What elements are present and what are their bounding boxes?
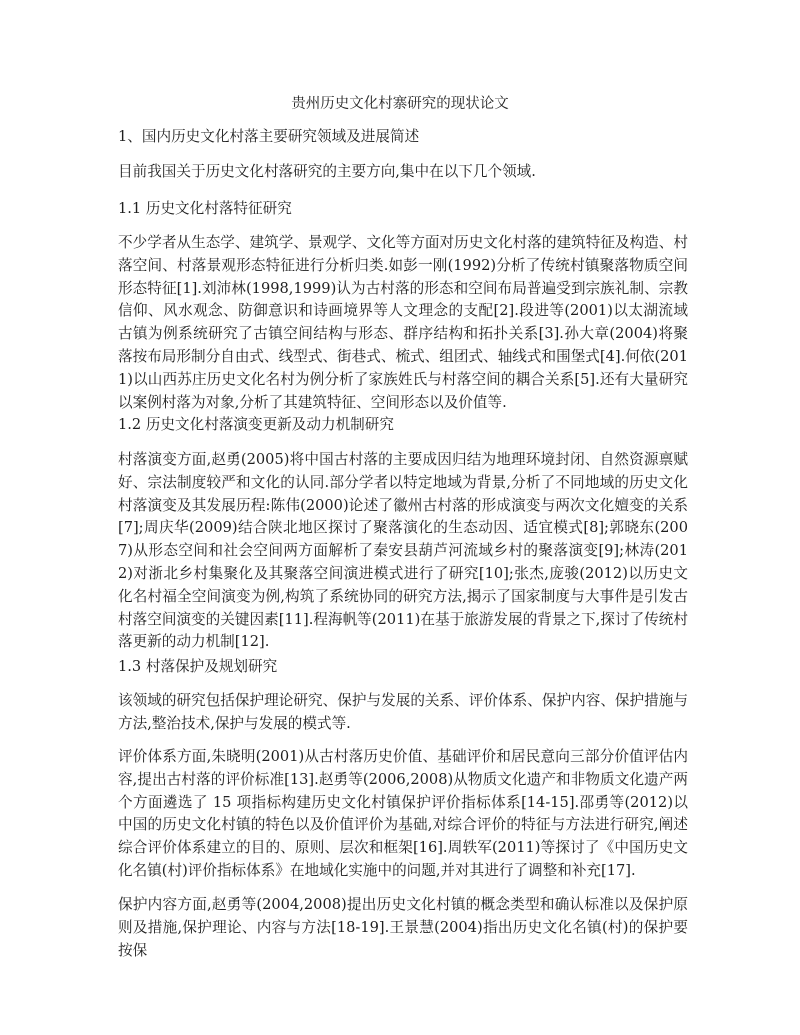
section-1-3-paragraph-3: 保护内容方面,赵勇等(2004,2008)提出历史文化村镇的概念类型和确认标准以及保护原则及措施,保护理论、内容与方法[18-19].王景慧(2004)指出历史文化名镇(村)的保护要按保 xyxy=(118,896,688,959)
section-1-1-heading: 1.1 历史文化村落特征研究 xyxy=(118,200,292,217)
section-1-2-heading: 1.2 历史文化村落演变更新及动力机制研究 xyxy=(118,416,394,433)
document-title: 贵州历史文化村寨研究的现状论文 xyxy=(291,96,509,112)
section-1-3-paragraph-2: 评价体系方面,朱晓明(2001)从古村落历史价值、基础评价和居民意向三部分价值评估内容,提出古村落的评价标准[13].赵勇等(2006,2008)从物质文化遗产和非物质文化遗产两个方面遴选了 15 项指标构建历史文化村镇保护评价指标体系[14-15].邵勇等(2012)以中国的历史文化村镇的特色以及价值评价为基础,对综合评价的特征与方法进行研究,阐述综合评价体系建立的目的、原则、层次和框架[16].周轶军(2011)等探讨了《中国历史文化名镇(村)评价指标体系》在地域化实施中的问题,并对其进行了调整和补充[17]. xyxy=(118,748,688,879)
section-1-2-paragraph: 村落演变方面,赵勇(2005)将中国古村落的主要成因归结为地理环境封闭、自然资源禀赋好、宗法制度较严和文化的认同.部分学者以特定地域为背景,分析了不同地域的历史文化村落演变及其发展历程:陈伟(2000)论述了徽州古村落的形成演变与两次文化嬗变的关系[7];周庆华(2009)结合陕北地区探讨了聚落演化的生态动因、适宜模式[8];郭晓东(2007)从形态空间和社会空间两方面解析了秦安县葫芦河流域乡村的聚落演变[9];林涛(2012)对浙北乡村集聚化及其聚落空间演进模式进行了研究[10];张杰,庞骏(2012)以历史文化名村福全空间演变为例,构筑了系统协同的研究方法,揭示了国家制度与大事件是引发古村落空间演变的关键因素[11].程海帆等(2011)在基于旅游发展的背景之下,探讨了传统村落更新的动力机制[12]. xyxy=(118,451,688,651)
section-1-3-paragraph-1: 该领域的研究包括保护理论研究、保护与发展的关系、评价体系、保护内容、保护措施与方法,整治技术,保护与发展的模式等. xyxy=(118,692,688,732)
section-1-heading: 1、国内历史文化村落主要研究领域及进展简述 xyxy=(118,128,420,145)
section-1-3-heading: 1.3 村落保护及规划研究 xyxy=(118,658,278,675)
section-1-intro: 目前我国关于历史文化村落研究的主要方向,集中在以下几个领域. xyxy=(118,163,536,180)
section-1-1-paragraph: 不少学者从生态学、建筑学、景观学、文化等方面对历史文化村落的建筑特征及构造、村落空间、村落景观形态特征进行分析归类.如彭一刚(1992)分析了传统村镇聚落物质空间形态特征[1].刘沛林(1998,1999)认为古村落的形态和空间布局普遍受到宗族礼制、宗教信仰、风水观念、防御意识和诗画境界等人文理念的支配[2].段进等(2001)以太湖流域古镇为例系统研究了古镇空间结构与形态、群序结构和拓扑关系[3].孙大章(2004)将聚落按布局形制分自由式、线型式、街巷式、梳式、组团式、轴线式和围堡式[4].何依(2011)以山西苏庄历史文化名村为例分析了家族姓氏与村落空间的耦合关系[5].还有大量研究以案例村落为对象,分析了其建筑特征、空间形态以及价值等. xyxy=(118,234,688,411)
